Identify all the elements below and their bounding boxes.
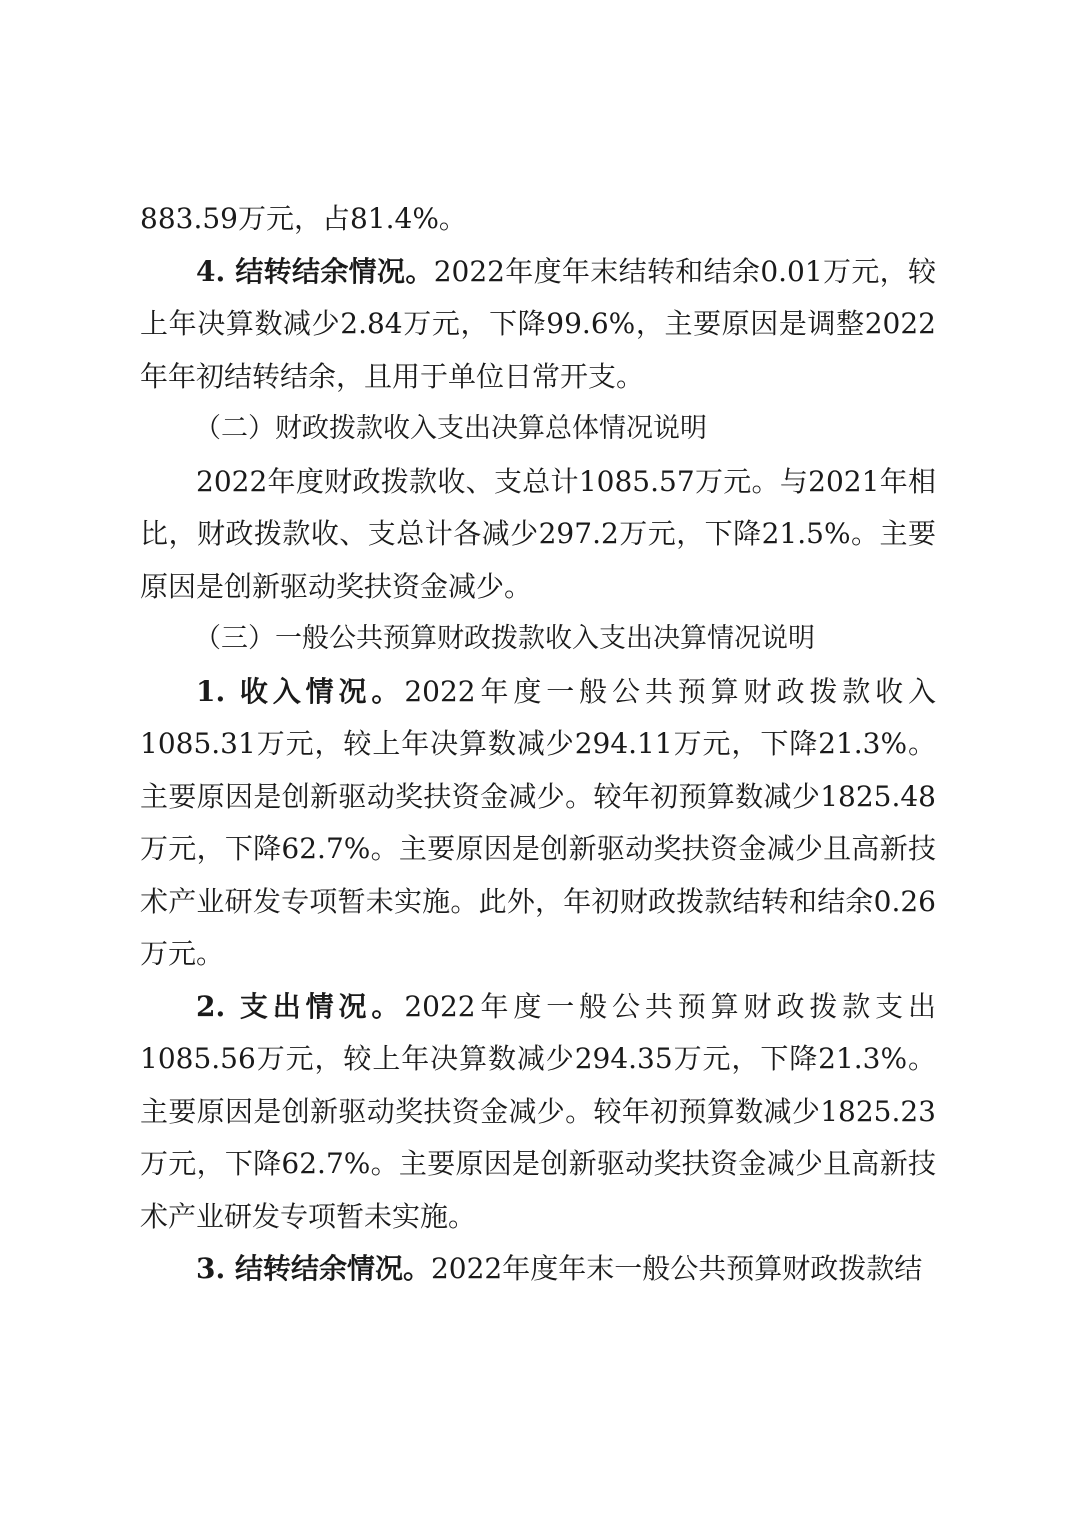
carryover-paragraph xyxy=(140,246,936,404)
expenditure-body: 2022年度一般公共预算财政拨款支出1085.56万元，较上年决算数减少294.35万元，下降21.3%。主要原因是创新驱动奖扶资金减少。较年初预算数减少1825.23万元，下降62.7%。主要原因是创新驱动奖扶资金减少且高新技术产业研发专项暂未实施。 xyxy=(140,989,936,1233)
continuation-paragraph xyxy=(140,193,936,246)
continuation-text: 883.59万元，占81.4%。 xyxy=(140,202,467,235)
subheading-general-public-budget: （三）一般公共预算财政拨款收入支出决算情况说明 xyxy=(194,623,815,654)
expenditure-heading: 2. 支出情况。 xyxy=(196,989,405,1023)
carryover-body: 2022年度年末结转和结余0.01万元，较上年决算数减少2.84万元，下降99.6%，主要原因是调整2022年年初结转结余，且用于单位日常开支。 xyxy=(140,254,937,393)
carryover-public-body: 2022年度年末一般公共预算财政拨款结 xyxy=(430,1252,923,1285)
document-body xyxy=(140,193,936,1296)
income-paragraph xyxy=(140,666,936,981)
carryover-public-heading: 3. 结转结余情况。 xyxy=(196,1252,431,1285)
overall-paragraph: 2022年度财政拨款收、支总计1085.57万元。与2021年相比，财政拨款收、支总计各减少297.2万元，下降21.5%。主要原因是创新驱动奖扶资金减少。 xyxy=(140,464,936,603)
carryover-public-paragraph xyxy=(140,1243,936,1296)
expenditure-paragraph xyxy=(140,981,936,1244)
carryover-heading: 4. 结转结余情况。 xyxy=(196,254,434,288)
income-heading: 1. 收入情况。 xyxy=(196,674,405,708)
subheading-fiscal-overall: （二）财政拨款收入支出决算总体情况说明 xyxy=(194,413,707,444)
income-body: 2022年度一般公共预算财政拨款收入1085.31万元，较上年决算数减少294.11万元，下降21.3%。主要原因是创新驱动奖扶资金减少。较年初预算数减少1825.48万元，下降62.7%。主要原因是创新驱动奖扶资金减少且高新技术产业研发专项暂未实施。此外，年初财政拨款结转和结余0.26万元。 xyxy=(140,674,936,970)
